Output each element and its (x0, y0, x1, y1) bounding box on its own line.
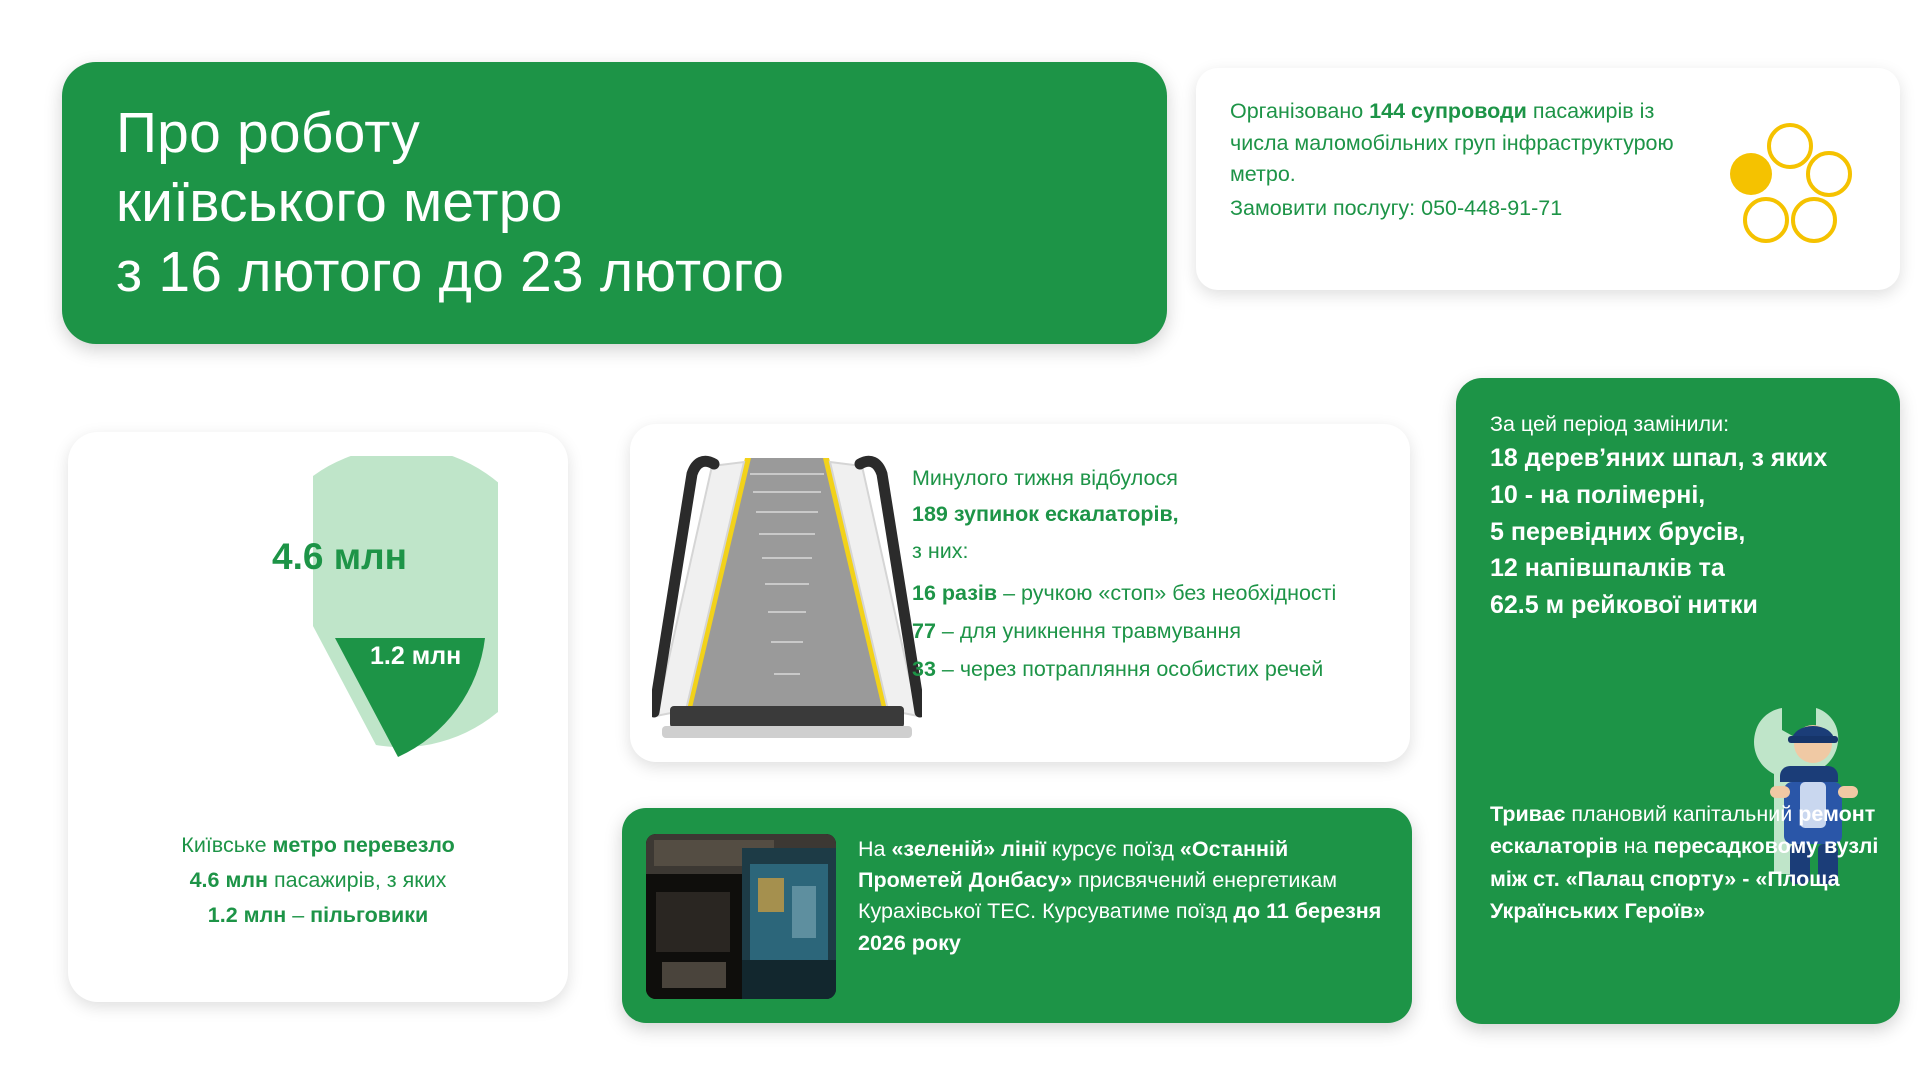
replaced-lead: За цей період замінили: (1490, 412, 1730, 436)
replaced-item: 12 напівшпалків та (1490, 554, 1725, 583)
escalator-reason-1-count: 16 разів (912, 580, 998, 605)
escort-highlight: 144 супроводи (1369, 99, 1527, 123)
pie-chart (138, 456, 498, 796)
escort-text (1230, 96, 1690, 224)
pie-caption-1b: метро перевезло (272, 833, 455, 857)
title-card (62, 62, 1167, 344)
escalator-reason-3-text: – через потрапляння особистих речей (935, 657, 1324, 682)
escalator-text (912, 462, 1380, 690)
escort-order-line: Замовити послугу: 050-448-91-71 (1230, 195, 1563, 220)
escalator-reason-3-count: 33 (912, 657, 936, 682)
themed-train-card (622, 808, 1412, 1023)
pie-label-benefit: 1.2 млн (370, 642, 462, 670)
escalator-photo (652, 440, 922, 745)
train-b1: «зеленій» лінії (891, 837, 1046, 861)
escalator-reason-1-text: – ручкою «стоп» без необхідності (997, 580, 1337, 605)
replaced-bottom-b2: ремонт ескалаторів (1490, 802, 1876, 859)
replaced-item: 62.5 м рейкової нитки (1490, 591, 1758, 619)
train-photo (646, 834, 836, 999)
escalator-of-them: з них: (912, 538, 969, 563)
train-b3: до 11 березня 2026 року (858, 899, 1382, 955)
replaced-list (1490, 440, 1880, 624)
replaced-bottom-p2: на (1617, 834, 1654, 859)
replaced-item: 18 дерев’яних шпал, з яких (1490, 444, 1828, 472)
train-p1: На (858, 837, 892, 861)
train-text (858, 834, 1383, 959)
pie-caption-2b: пасажирів, з яких (268, 867, 447, 892)
title-line-1: Про роботу (116, 100, 420, 165)
pie-chart-svg (138, 456, 498, 796)
replaced-item: 10 - на полімерні, (1490, 480, 1706, 509)
train-p3: присвячений енергетикам Курахівської ТЕС. Курсуватиме поїзд (858, 868, 1338, 924)
replaced-item: 5 перевідних брусів, (1490, 517, 1746, 546)
pie-caption-3a: 1.2 млн (207, 902, 287, 927)
train-b2: «Останній Прометей Донбасу» (858, 837, 1289, 893)
escort-service-card (1196, 68, 1900, 290)
replaced-bottom-b3: пересадковому вузлі між ст. «Палац спорту» - «Площа Українських Героїв» (1490, 834, 1879, 923)
title-line-2: київського метро (116, 170, 563, 235)
pie-caption-3c: пільговики (310, 902, 429, 927)
escalator-lead: Минулого тижня відбулося (912, 466, 1178, 490)
escalator-stops-count: 189 зупинок ескалаторів, (912, 502, 1179, 527)
escalator-reason-2-count: 77 (912, 619, 936, 643)
replaced-parts-card (1456, 378, 1900, 1024)
pie-caption-2a: 4.6 млн (189, 867, 268, 892)
replaced-bottom-text (1490, 798, 1880, 927)
escalator-reason-2-text: – для уникнення травмування (935, 619, 1242, 643)
pie-label-total: 4.6 млн (272, 536, 407, 577)
escort-body: пасажирів із числа маломобільних груп інфраструктурою метро. (1230, 99, 1674, 187)
replaced-bottom-b1: Триває (1490, 802, 1566, 826)
pie-caption-3b: – (286, 902, 311, 927)
passengers-pie-card (68, 432, 568, 1002)
replaced-bottom-p1: плановий капітальний (1565, 802, 1799, 826)
train-p2: курсує поїзд (1045, 837, 1180, 861)
title-line-3: з 16 лютого до 23 лютого (116, 239, 785, 304)
page-title (62, 99, 784, 308)
escalator-stops-card (630, 424, 1410, 762)
flower-icon (1726, 120, 1854, 248)
pie-caption-1a: Київське (181, 833, 273, 857)
escort-prefix: Організовано (1230, 99, 1370, 123)
pie-caption (68, 828, 568, 932)
